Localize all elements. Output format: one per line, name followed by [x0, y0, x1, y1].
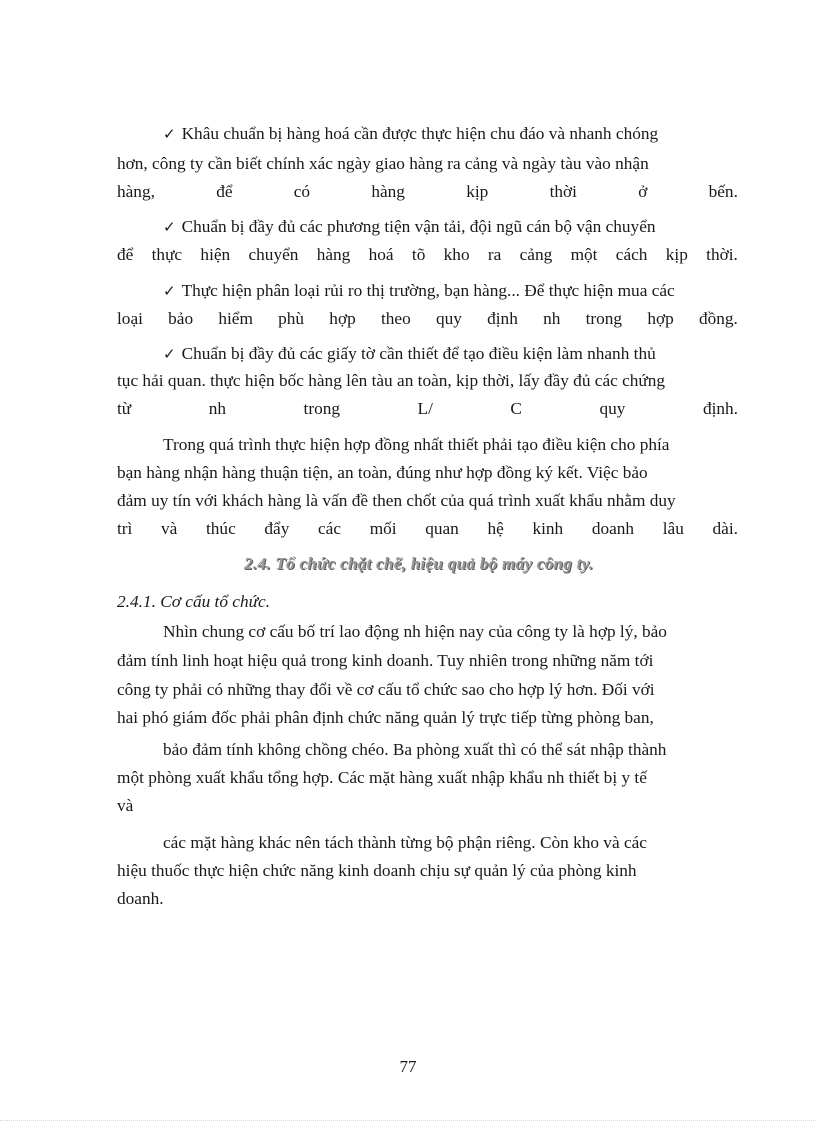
word: hiểm — [218, 309, 253, 328]
text-line: bảo đảm tính không chồng chéo. Ba phòng xuất thì có thể sát nhập thành — [163, 740, 667, 759]
word: thực — [151, 245, 183, 264]
word: chuyển — [248, 245, 299, 264]
word: hoá — [368, 245, 394, 264]
word: đẩy — [264, 519, 290, 538]
word: hàng, — [117, 182, 155, 201]
text-line: Nhìn chung cơ cấu bố trí lao động nh hiện nay của công ty là hợp lý, bảo — [163, 622, 667, 641]
word: định. — [702, 399, 738, 418]
word: các — [318, 519, 342, 538]
word: nh — [543, 309, 561, 328]
bullet-line: ✓ Chuẩn bị đầy đủ các giấy tờ cần thiết để tạo điều kiện làm nhanh thủ — [163, 344, 656, 363]
word: kho — [443, 245, 470, 264]
word: thúc — [205, 519, 236, 538]
subsection-heading: 2.4.1. Cơ cấu tổ chức. — [117, 592, 271, 611]
word: hệ — [487, 519, 504, 538]
text-line: và — [117, 796, 134, 815]
page-bottom-divider — [0, 1120, 816, 1121]
text-line: hai phó giám đốc phải phân định chức năng quản lý trực tiếp từng phòng ban, — [117, 708, 654, 727]
word: cảng — [519, 245, 553, 264]
text-line: các mặt hàng khác nên tách thành từng bộ phận riêng. Còn kho và các — [163, 833, 647, 852]
checkmark-icon: ✓ — [163, 125, 176, 143]
word: trong — [585, 309, 623, 328]
bullet-line: ✓ Thực hiện phân loại rủi ro thị trường, bạn hàng... Để thực hiện mua các — [163, 281, 675, 300]
text-line: tục hải quan. thực hiện bốc hàng lên tàu an toàn, kịp thời, lấy đầy đủ các chứng — [117, 371, 666, 390]
word: trong — [303, 399, 340, 418]
word: và — [161, 519, 178, 538]
text-line: hiệu thuốc thực hiện chức năng kinh doanh chịu sự quản lý của phòng kinh — [117, 861, 637, 880]
word: kịp — [466, 182, 489, 201]
justified-line — [117, 310, 738, 327]
text-line: doanh. — [117, 889, 164, 908]
word: doanh — [591, 519, 635, 538]
word: định — [487, 309, 518, 328]
word: ra — [487, 245, 502, 264]
word: thời. — [706, 245, 738, 264]
justified-line — [117, 520, 738, 537]
word: từ — [117, 399, 132, 418]
checkmark-icon: ✓ — [163, 282, 176, 300]
bullet-line: ✓ Chuẩn bị đầy đủ các phương tiện vận tải, đội ngũ cán bộ vận chuyển — [163, 217, 656, 236]
text-line: một phòng xuất khẩu tổng hợp. Các mặt hàng xuất nhập khẩu nh thiết bị y tế — [117, 768, 647, 787]
text-line: công ty phải có những thay đổi về cơ cấu tổ chức sao cho hợp lý hơn. Đối với — [117, 680, 655, 699]
text-line: bạn hàng nhận hàng thuận tiện, an toàn, đúng như hợp đồng ký kết. Việc bảo — [117, 463, 648, 482]
word: đồng. — [698, 309, 738, 328]
word: quy — [599, 399, 626, 418]
word: cách — [615, 245, 648, 264]
section-heading: 2.4. Tổ chức chặt chẽ, hiệu quả bộ máy công ty. — [244, 554, 594, 573]
checkmark-icon: ✓ — [163, 345, 176, 363]
word: trì — [117, 519, 133, 538]
justified-line — [117, 400, 738, 417]
word: dài. — [712, 519, 738, 538]
justified-line — [117, 246, 738, 263]
word: ở — [638, 182, 648, 201]
word: tõ — [411, 245, 426, 264]
word: lâu — [662, 519, 684, 538]
word: thời — [549, 182, 577, 201]
bullet-line: ✓ Khâu chuẩn bị hàng hoá cần được thực hiện chu đáo và nhanh chóng — [163, 124, 659, 143]
text-line: hơn, công ty cần biết chính xác ngày giao hàng ra cảng và ngày tàu vào nhận — [117, 154, 649, 173]
word: theo — [380, 309, 411, 328]
word: có — [293, 182, 311, 201]
word: loại — [117, 309, 143, 328]
word: hiện — [200, 245, 231, 264]
word: kinh — [532, 519, 564, 538]
word: phù — [278, 309, 305, 328]
word: hợp — [329, 309, 356, 328]
word: hàng — [316, 245, 351, 264]
text-line: Trong quá trình thực hiện hợp đồng nhất thiết phải tạo điều kiện cho phía — [163, 435, 670, 454]
word: nh — [208, 399, 226, 418]
justified-line — [117, 183, 738, 200]
word: hợp — [647, 309, 674, 328]
checkmark-icon: ✓ — [163, 218, 176, 236]
word: quan — [425, 519, 459, 538]
word: để — [117, 245, 134, 264]
word: quy — [435, 309, 462, 328]
word: hàng — [371, 182, 405, 201]
text-line: đảm uy tín với khách hàng là vấn đề then chốt của quá trình xuất khẩu nhằm duy — [117, 491, 676, 510]
text-line: đảm tính linh hoạt hiệu quả trong kinh doanh. Tuy nhiên trong những năm tới — [117, 651, 654, 670]
word: bến. — [708, 182, 738, 201]
word: L/ — [417, 399, 433, 418]
page-number: 77 — [399, 1057, 417, 1076]
word: bảo — [168, 309, 194, 328]
word: mối — [369, 519, 397, 538]
word: một — [570, 245, 598, 264]
word: C — [510, 399, 522, 418]
word: kịp — [665, 245, 688, 264]
word: để — [216, 182, 233, 201]
